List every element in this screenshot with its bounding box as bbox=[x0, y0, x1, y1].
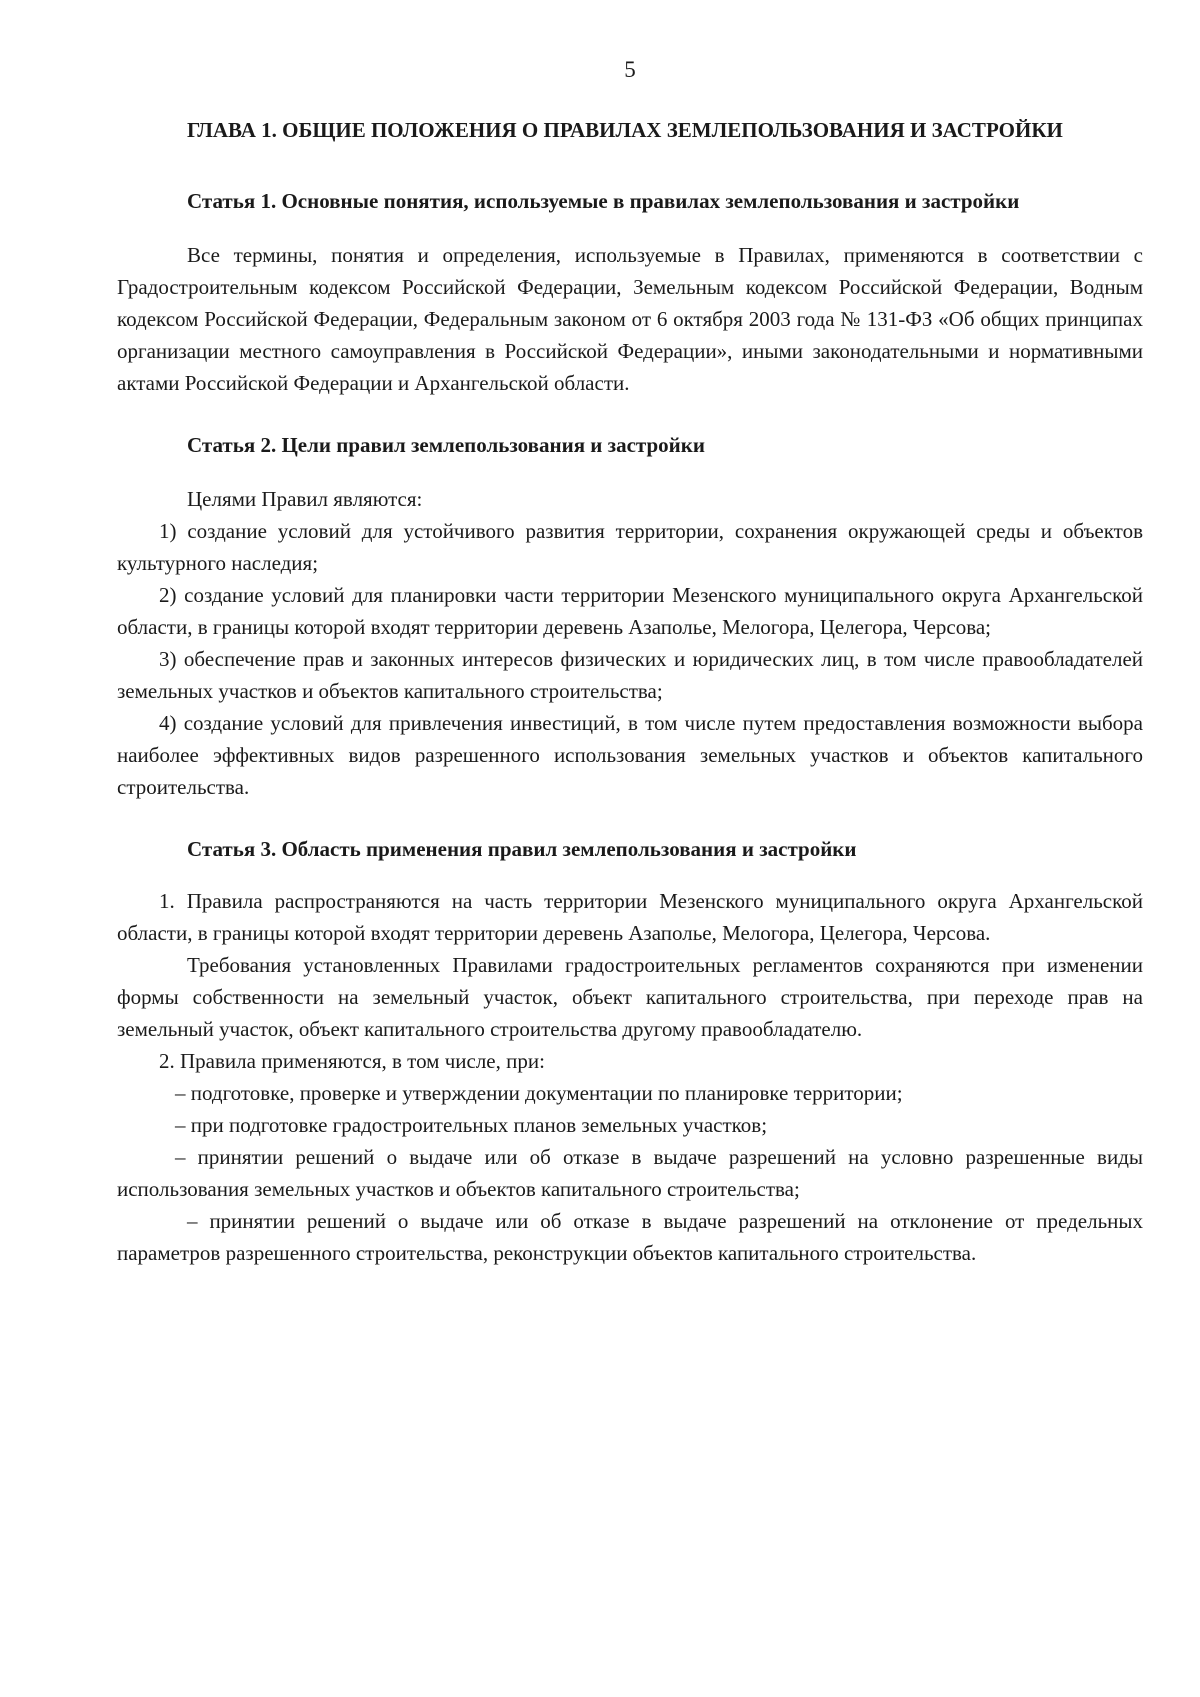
article-2-item-3: 3) обеспечение прав и законных интересов физических и юридических лиц, в том числе правообладателей земельных участков и объектов капитального строительства; bbox=[117, 647, 1143, 703]
article-2-item-4: 4) создание условий для привлечения инвестиций, в том числе путем предоставления возможности выбора наиболее эффективных видов разрешенного использования земельных участков и объектов капитального строительства. bbox=[117, 711, 1143, 799]
article-3-paragraph-2: Требования установленных Правилами градостроительных регламентов сохраняются при изменении формы собственности на земельный участок, объект капитального строительства, при переходе прав на земельный участок, объект капитального строительства другому правообладателю. bbox=[117, 953, 1143, 1041]
article-2-intro: Целями Правил являются: bbox=[187, 487, 423, 511]
page-number: 5 bbox=[624, 57, 636, 82]
article-1-body: Все термины, понятия и определения, используемые в Правилах, применяются в соответствии с Градостроительным кодексом Российской Федерации, Земельным кодексом Российской Федерации, Водным кодексом Российской Федерации, Федеральным законом от 6 октября 2003 года № 131-ФЗ «Об общих принципах организации местного самоуправления в Российской Федерации», иными законодательными и нормативными актами Российской Федерации и Архангельской области. bbox=[117, 243, 1143, 395]
article-2-item-1: 1) создание условий для устойчивого развития территории, сохранения окружающей среды и объектов культурного наследия; bbox=[117, 519, 1143, 575]
article-3-paragraph-1: 1. Правила распространяются на часть территории Мезенского муниципального округа Архангельской области, в границы которой входят территории деревень Азаполье, Мелогора, Целегора, Черсова. bbox=[117, 889, 1143, 945]
article-3-bullet-3: – принятии решений о выдаче или об отказе в выдаче разрешений на условно разрешенные виды использования земельных участков и объектов капитального строительства; bbox=[117, 1145, 1143, 1201]
article-2-item-2: 2) создание условий для планировки части территории Мезенского муниципального округа Архангельской области, в границы которой входят территории деревень Азаполье, Мелогора, Целегора, Черсова; bbox=[117, 583, 1143, 639]
article-3-title: Статья 3. Область применения правил землепользования и застройки bbox=[187, 837, 857, 861]
chapter-title: ГЛАВА 1. ОБЩИЕ ПОЛОЖЕНИЯ О ПРАВИЛАХ ЗЕМЛЕПОЛЬЗОВАНИЯ И ЗАСТРОЙКИ bbox=[187, 118, 1063, 142]
article-2-title: Статья 2. Цели правил землепользования и застройки bbox=[187, 433, 705, 457]
article-3-bullet-4: – принятии решений о выдаче или об отказе в выдаче разрешений на отклонение от предельных параметров разрешенного строительства, реконструкции объектов капитального строительства. bbox=[117, 1209, 1143, 1265]
document-page bbox=[117, 56, 1143, 1269]
article-1-title: Статья 1. Основные понятия, используемые в правилах землепользования и застройки bbox=[187, 189, 1020, 213]
article-3-bullet-1: – подготовке, проверке и утверждении документации по планировке территории; bbox=[175, 1081, 903, 1105]
article-3-bullet-2: – при подготовке градостроительных планов земельных участков; bbox=[175, 1113, 768, 1137]
article-3-paragraph-3: 2. Правила применяются, в том числе, при: bbox=[159, 1049, 545, 1073]
